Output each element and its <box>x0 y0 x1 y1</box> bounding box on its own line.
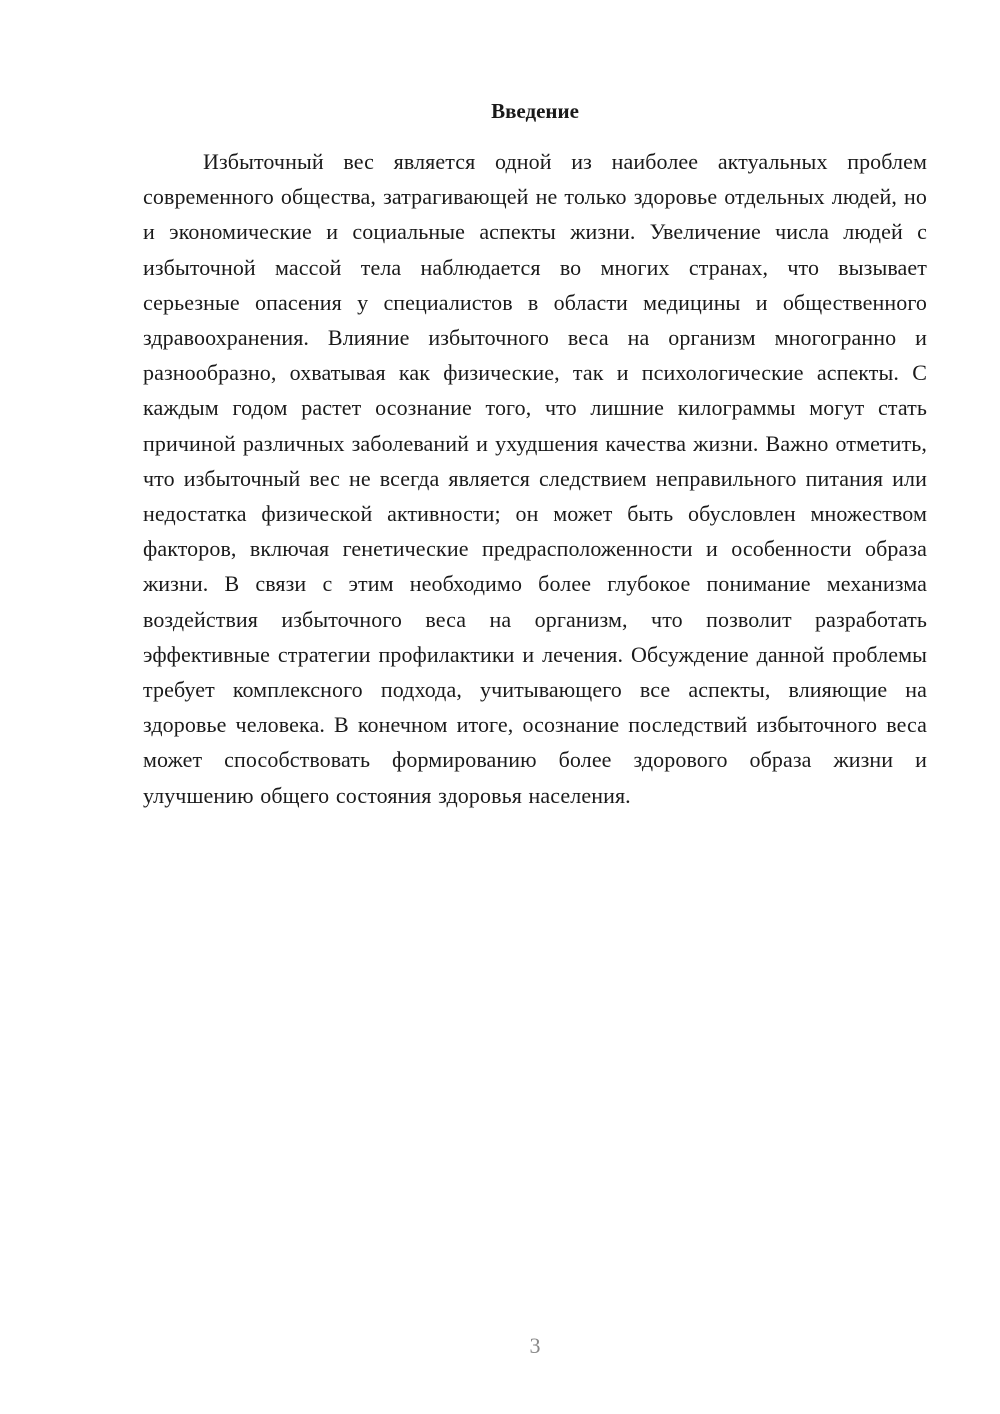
body-paragraph: Избыточный вес является одной из наиболее актуальных проблем современного общества, затрагивающей не только здоровье отдельных людей, но и экономические и социальные аспекты жизни. Увеличение числа людей с избыточной массой тела наблюдается во многих странах, что вызывает серьезные опасения у специалистов в области медицины и общественного здравоохранения. Влияние избыточного веса на организм многогранно и разнообразно, охватывая как физические, так и психологические аспекты. С каждым годом растет осознание того, что лишние килограммы могут стать причиной различных заболеваний и ухудшения качества жизни. Важно отметить, что избыточный вес не всегда является следствием неправильного питания или недостатка физической активности; он может быть обусловлен множеством факторов, включая генетические предрасположенности и особенности образа жизни. В связи с этим необходимо более глубокое понимание механизма воздействия избыточного веса на организм, что позволит разработать эффективные стратегии профилактики и лечения. Обсуждение данной проблемы требует комплексного подхода, учитывающего все аспекты, влияющие на здоровье человека. В конечном итоге, осознание последствий избыточного веса может способствовать формированию более здорового образа жизни и улучшению общего состояния здоровья населения. <box>143 149 927 808</box>
section-heading: Введение <box>491 99 579 123</box>
page-number: 3 <box>529 1333 541 1358</box>
